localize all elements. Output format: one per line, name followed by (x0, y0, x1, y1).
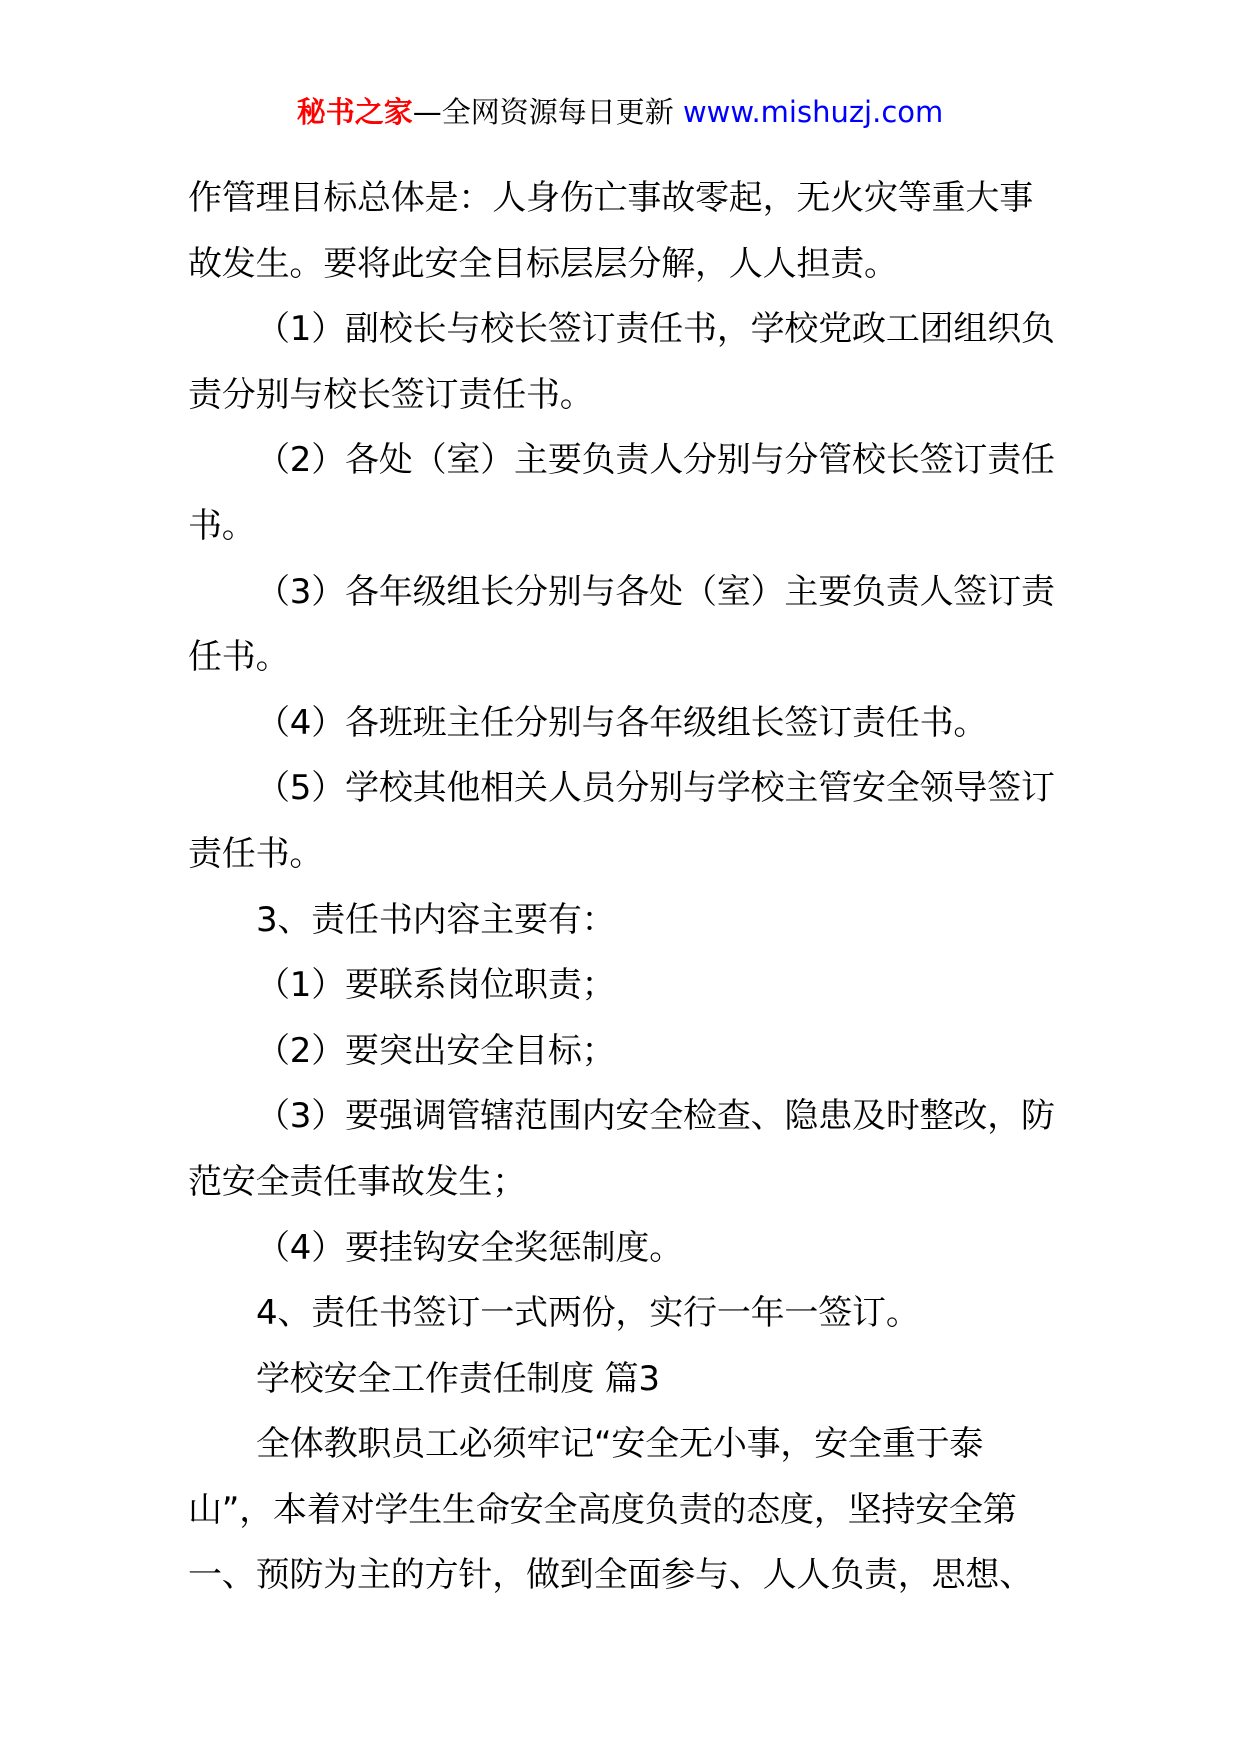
text-line: 书。 (188, 505, 256, 546)
text-line: 任书。 (188, 637, 290, 678)
text-line: 故发生。要将此安全目标层层分解，人人担责。 (188, 243, 898, 284)
list-item-paragraph: （2）各处（室）主要负责人分别与分管校长签订责任 (256, 440, 1055, 481)
list-item-paragraph: （1）要联系岗位职责； (256, 965, 616, 1006)
section-heading: 3、责任书内容主要有： (256, 899, 616, 940)
site-url-link[interactable]: www.mishuzj.com (682, 95, 944, 129)
list-item-paragraph: （4）要挂钩安全奖惩制度。 (256, 1227, 684, 1268)
list-item-paragraph: （4）各班班主任分别与各年级组长签订责任书。 (256, 702, 988, 743)
list-item-paragraph: （5）学校其他相关人员分别与学校主管安全领导签订 (256, 768, 1055, 809)
brand-name: 秘书之家 (296, 95, 413, 129)
list-item-paragraph: （1）副校长与校长签订责任书，学校党政工团组织负 (256, 309, 1055, 350)
document-body (188, 166, 1068, 1609)
text-line: 范安全责任事故发生； (188, 1161, 526, 1202)
page-header (0, 92, 1240, 132)
header-slogan: —全网资源每日更新 (412, 95, 683, 129)
list-item-paragraph: （3）要强调管辖范围内安全检查、隐患及时整改，防 (256, 1096, 1055, 1137)
article-title: 学校安全工作责任制度 篇3 (256, 1358, 660, 1399)
list-item-paragraph: 4、责任书签订一式两份，实行一年一签订。 (256, 1293, 920, 1334)
text-line: 作管理目标总体是：人身伤亡事故零起，无火灾等重大事 (188, 178, 1033, 218)
list-item-paragraph: （2）要突出安全目标； (256, 1030, 616, 1071)
text-line: 责分别与校长签订责任书。 (188, 374, 594, 415)
text-line: 山”，本着对学生生命安全高度负责的态度，坚持安全第 (188, 1489, 1017, 1530)
body-paragraph: 全体教职员工必须牢记“安全无小事，安全重于泰 (256, 1424, 984, 1465)
text-line: 一、预防为主的方针，做到全面参与、人人负责，思想、 (188, 1555, 1033, 1596)
text-line: 责任书。 (188, 833, 324, 874)
list-item-paragraph: （3）各年级组长分别与各处（室）主要负责人签订责 (256, 571, 1055, 612)
